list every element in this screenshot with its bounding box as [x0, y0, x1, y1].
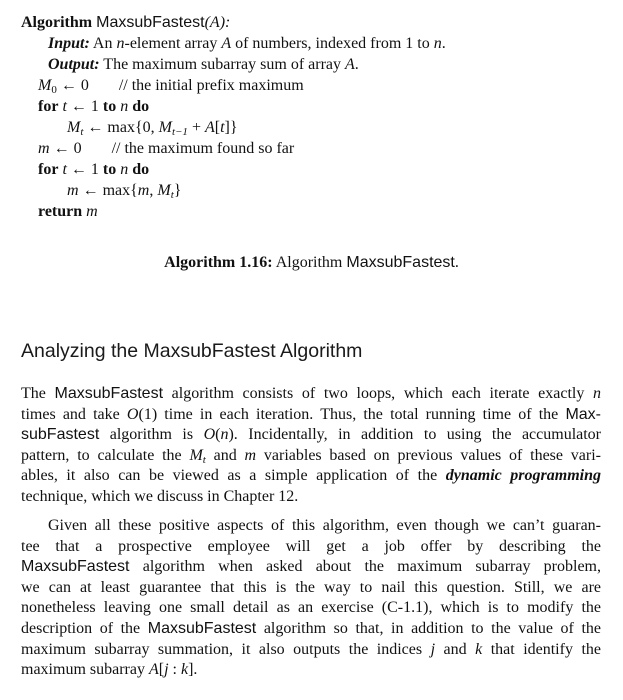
input-text: . — [441, 35, 446, 52]
algorithm-title — [21, 12, 601, 33]
paragraph-line: maximum subarray A[j : k]. — [21, 661, 198, 679]
var-m: m — [86, 203, 98, 220]
code-text: ← max{0, — [83, 119, 159, 136]
subscript: t — [170, 189, 174, 201]
caption-text: . — [454, 254, 459, 271]
paragraph-line: technique, which we discuss in Chapter 12. — [21, 487, 299, 505]
paragraph-line: pattern, to calculate the $M_t$ and m variables based on previous values of these vari- — [21, 446, 602, 466]
output-text: The maximum subarray sum of array — [103, 56, 341, 73]
var-m: m — [67, 182, 79, 199]
paragraph-line: times and take O(1) time in each iteration. Thus, the total running time of the Max- — [21, 405, 602, 423]
var-A: A — [204, 119, 215, 136]
var-M: M — [157, 182, 171, 199]
code-line-2 — [21, 96, 601, 117]
caption-label: Algorithm 1.16: — [164, 254, 273, 271]
code-text: ← 1 — [66, 98, 103, 115]
code-text: + — [187, 119, 205, 136]
keyword-for: for — [38, 98, 59, 115]
code-line-3 — [21, 117, 601, 138]
var-M: M — [158, 119, 172, 136]
var-m: m — [38, 140, 50, 157]
caption-text: Algorithm — [275, 254, 343, 271]
code-text: ← max{ — [78, 182, 138, 199]
algorithm-input-line — [21, 33, 601, 54]
code-text: ← 1 — [66, 161, 103, 178]
var-t: t — [62, 98, 67, 115]
subscript: t — [80, 126, 84, 138]
code-line-1 — [21, 75, 601, 96]
code-text: , — [149, 182, 158, 199]
output-text: . — [354, 56, 359, 73]
paragraph-1 — [21, 384, 601, 508]
var-n: n — [120, 161, 129, 178]
paragraph-line: nonetheless leaving one small detail as an exercise (C-1.1), which is to modify the — [21, 599, 601, 617]
paragraph-line: subFastest algorithm is O(n). Incidentally, in addition to using the accumulator — [21, 426, 602, 444]
keyword-for: for — [38, 161, 59, 178]
paragraph-2 — [21, 516, 601, 681]
algorithm-title-keyword: Algorithm — [21, 14, 93, 31]
var-n: n — [116, 35, 125, 52]
code-text: ]} — [224, 119, 238, 136]
algorithm-block — [21, 12, 601, 222]
algorithm-title-arg: (A): — [204, 14, 231, 31]
keyword-do: do — [132, 98, 150, 115]
input-text: -element array — [124, 35, 218, 52]
keyword-to: to — [102, 161, 117, 178]
code-comment: // the maximum found so far — [111, 140, 295, 157]
paragraph-line: description of the MaxsubFastest algorithm so that, in addition to the value of the — [21, 619, 601, 637]
paragraph-line: Given all these positive aspects of this algorithm, even though we can’t guaran- — [48, 517, 601, 534]
paragraph-line: ables, it also can be viewed as a simple application of the dynamic programming — [21, 467, 601, 485]
var-A: A — [345, 56, 355, 73]
emphasis-dynamic-programming: dynamic programming — [445, 467, 601, 485]
keyword-to: to — [102, 98, 117, 115]
input-text: An — [92, 35, 113, 52]
paragraph-line: maximum subarray summation, it also outputs the indices j and k that identify the — [21, 640, 601, 658]
output-label: Output: — [48, 56, 100, 73]
input-label: Input: — [48, 35, 90, 52]
var-m: m — [137, 182, 150, 199]
var-A: A — [221, 35, 232, 52]
section-heading: Analyzing the MaxsubFastest Algorithm — [21, 340, 363, 362]
code-line-7 — [21, 201, 601, 222]
subscript: 0 — [51, 84, 57, 96]
code-text: ← 0 — [49, 140, 82, 157]
keyword-return: return — [38, 203, 83, 220]
algorithm-caption — [0, 254, 623, 272]
caption-algorithm-name: MaxsubFastest — [346, 254, 455, 271]
var-M: M — [38, 77, 52, 94]
code-text: } — [173, 182, 182, 199]
subscript: t−1 — [171, 126, 188, 138]
var-M: M — [67, 119, 81, 136]
var-t: t — [62, 161, 67, 178]
var-t: t — [220, 119, 225, 136]
var-n: n — [433, 35, 442, 52]
code-line-5 — [21, 159, 601, 180]
code-text: ← 0 — [56, 77, 89, 94]
keyword-do: do — [132, 161, 150, 178]
algorithm-output-line — [21, 54, 601, 75]
code-line-6 — [21, 180, 601, 201]
code-line-4 — [21, 138, 601, 159]
algorithm-title-name: MaxsubFastest — [96, 14, 205, 31]
input-text: of numbers, indexed from 1 to — [235, 35, 430, 52]
paragraph-line: tee that a prospective employee will get a job offer by describing the — [21, 537, 601, 555]
paragraph-line: The MaxsubFastest algorithm consists of two loops, which each iterate exactly n — [21, 385, 602, 402]
var-n: n — [120, 98, 129, 115]
paragraph-line: MaxsubFastest algorithm when asked about the maximum subarray problem, — [21, 558, 601, 576]
code-text: [ — [214, 119, 221, 136]
code-comment: // the initial prefix maximum — [118, 77, 304, 94]
paragraph-line: we can at least guarantee that this is the way to nail this question. Still, we are — [21, 578, 601, 596]
